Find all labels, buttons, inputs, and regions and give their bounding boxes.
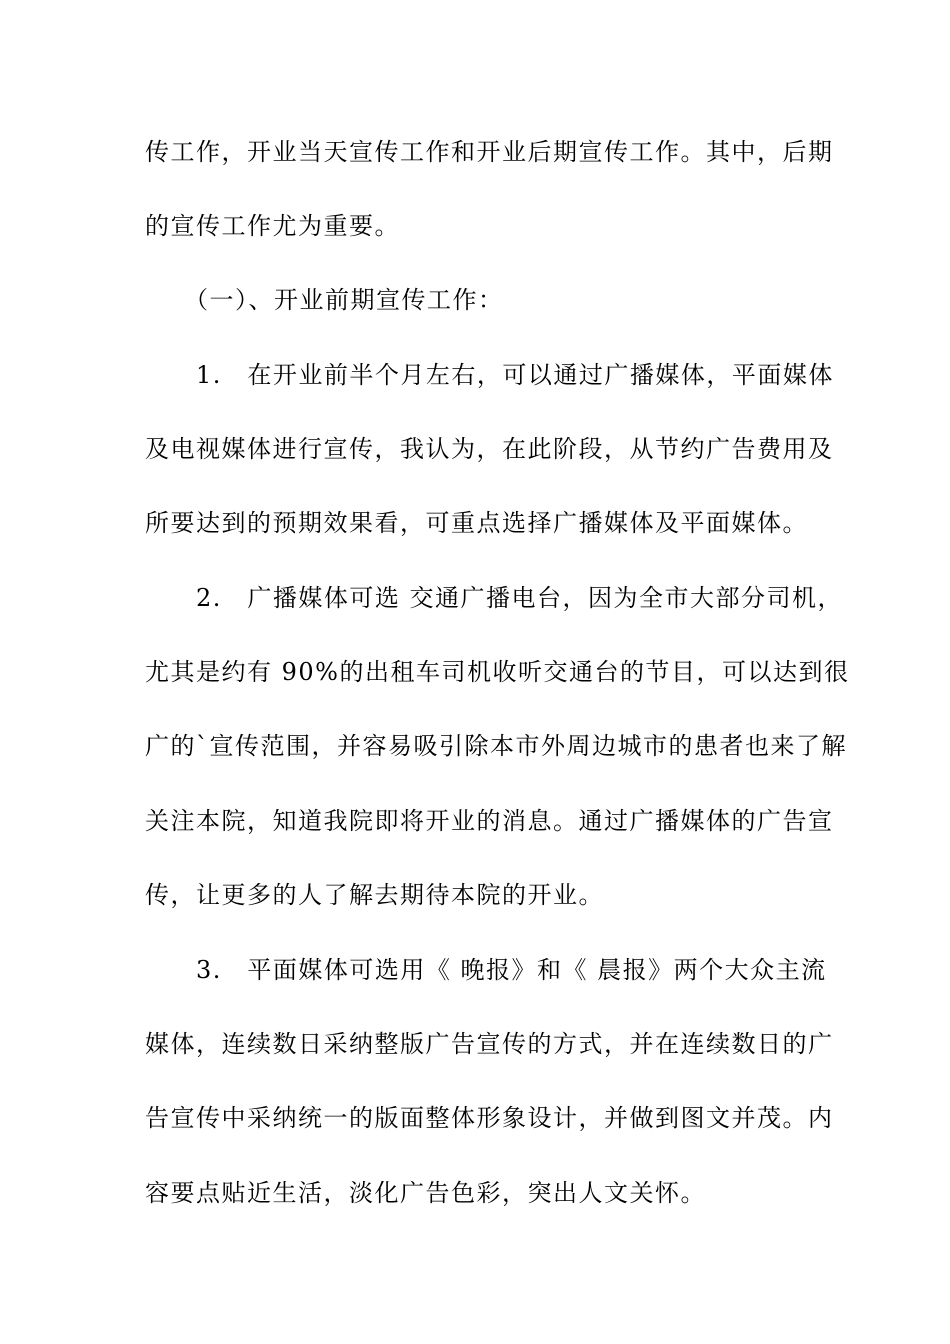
text-line: 1. 在开业前半个月左右，可以通过广播媒体，平面媒体 [145,361,834,389]
text-line: 3. 平面媒体可选用《 晚报》和《 晨报》两个大众主流 [145,956,827,984]
text-line: 广的`宣传范围，并容易吸引除本市外周边城市的患者也来了解 [145,732,847,760]
text-line: 媒体，连续数日采纳整版广告宣传的方式，并在连续数日的广 [145,1030,834,1058]
text-line: 关注本院，知道我院即将开业的消息。通过广播媒体的广告宣 [145,807,834,835]
text-line: 所要达到的预期效果看，可重点选择广播媒体及平面媒体。 [145,509,808,537]
text-line: 及电视媒体进行宣传，我认为，在此阶段，从节约广告费用及 [145,435,834,463]
text-line: 的宣传工作尤为重要。 [145,212,400,240]
text-line: 告宣传中采纳统一的版面整体形象设计，并做到图文并茂。内 [145,1104,834,1132]
section-heading: （一）、开业前期宣传工作： [145,286,504,314]
text-line: 传，让更多的人了解去期待本院的开业。 [145,881,604,909]
text-line: 2. 广播媒体可选 交通广播电台，因为全市大部分司机， [145,584,844,612]
text-line: 容要点贴近生活，淡化广告色彩，突出人文关怀。 [145,1179,706,1207]
text-line: 传工作，开业当天宣传工作和开业后期宣传工作。其中，后期 [145,138,834,166]
text-line: 尤其是约有 90%的出租车司机收听交通台的节目，可以达到很 [145,658,850,686]
